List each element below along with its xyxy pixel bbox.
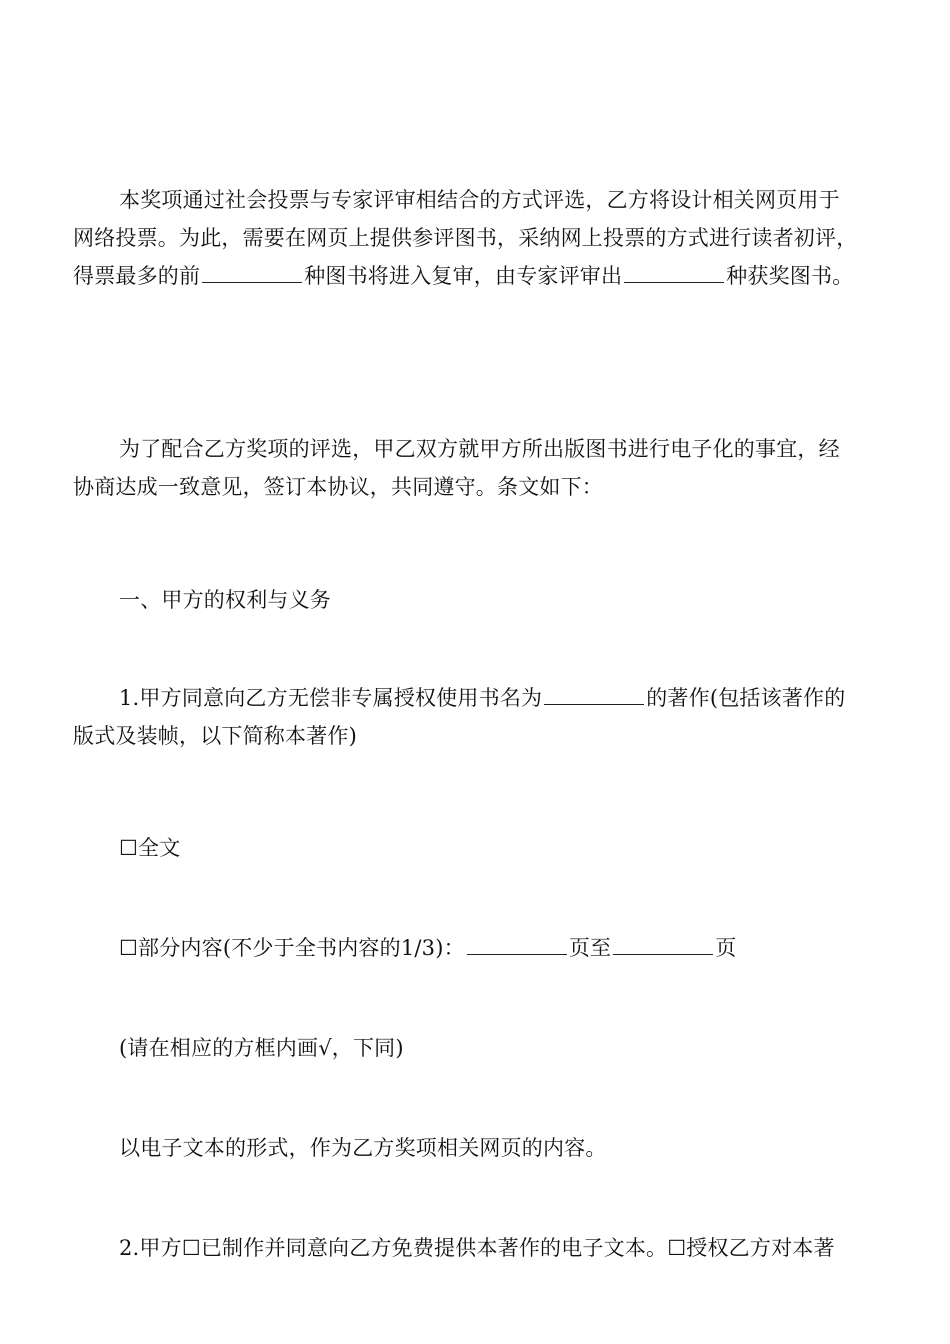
text-segment: 页至 <box>568 936 612 960</box>
text-segment: 种图书将进入复审，由专家评审出 <box>304 264 623 288</box>
check-note: (请在相应的方框内画√，下同) <box>119 1036 404 1060</box>
option-partial-content <box>73 929 883 967</box>
usage-statement: 以电子文本的形式，作为乙方奖项相关网页的内容。 <box>119 1136 607 1160</box>
fill-blank <box>544 684 644 705</box>
text-line: 本奖项通过社会投票与专家评审相结合的方式评选，乙方将设计相关网页用于 <box>119 188 840 212</box>
text-segment: ☐部分内容(不少于全书内容的1/3)： <box>119 936 465 960</box>
paragraph-voting <box>73 181 883 295</box>
text-line-with-blank <box>73 679 883 717</box>
paragraph-agreement <box>73 430 883 506</box>
fill-blank <box>467 934 567 955</box>
text-line-with-blanks <box>73 257 883 295</box>
text-line: 为了配合乙方奖项的评选，甲乙双方就甲方所出版图书进行电子化的事宜，经 <box>119 437 840 461</box>
option-full-text: ☐全文 <box>119 836 181 860</box>
fill-blank <box>613 934 713 955</box>
text-segment: 页 <box>715 936 737 960</box>
fill-blank <box>624 262 724 283</box>
text-segment: 1.甲方同意向乙方无偿非专属授权使用书名为 <box>119 686 543 710</box>
clause-2 <box>73 1229 883 1267</box>
text-line: 版式及装帧，以下简称本著作) <box>73 724 357 748</box>
text-segment: 的著作(包括该著作的 <box>646 686 846 710</box>
text-segment: 得票最多的前 <box>73 264 201 288</box>
text-line: 2.甲方☐已制作并同意向乙方免费提供本著作的电子文本。☐授权乙方对本著 <box>119 1236 835 1260</box>
text-segment: 种获奖图书。 <box>726 264 854 288</box>
clause-1 <box>73 679 883 755</box>
text-line: 协商达成一致意见，签订本协议，共同遵守。条文如下： <box>73 475 603 499</box>
text-line: 网络投票。为此，需要在网页上提供参评图书，采纳网上投票的方式进行读者初评， <box>73 226 858 250</box>
fill-blank <box>202 262 302 283</box>
section-title: 一、甲方的权利与义务 <box>119 588 331 612</box>
